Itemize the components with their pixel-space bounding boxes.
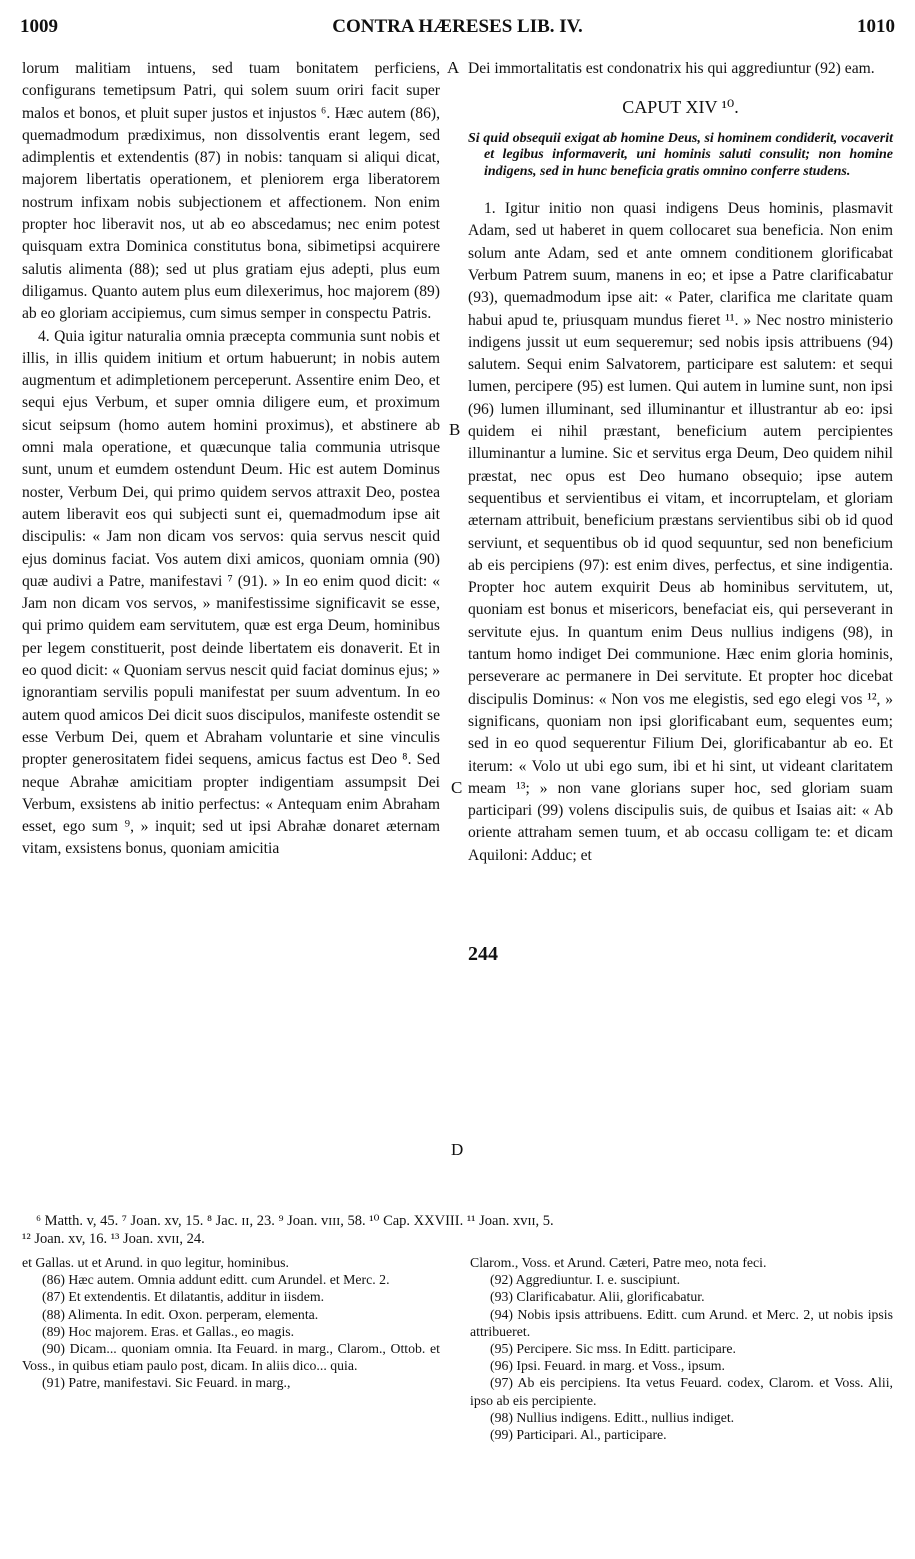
note-95: (95) Percipere. Sic mss. In Editt. participare. bbox=[490, 1341, 736, 1357]
note-88: (88) Alimenta. In edit. Oxon. perperam, elementa. bbox=[42, 1306, 319, 1322]
note-89: (89) Hoc majorem. Eras. et Gallas., eo magis. bbox=[42, 1323, 295, 1339]
right-top-text: Dei immortalitatis est condonatrix his qui aggrediuntur (92) eam. bbox=[468, 60, 875, 77]
note-99: (99) Participari. Al., participare. bbox=[490, 1427, 667, 1443]
running-header bbox=[20, 16, 895, 44]
note-94: (94) Nobis ipsis attribuens. Editt. cum Arund. et Merc. 2, ut nobis ipsis attribueret. bbox=[470, 1306, 893, 1339]
note-92: (92) Aggrediuntur. I. e. suscipiunt. bbox=[490, 1272, 681, 1288]
note-left-continuation: et Gallas. ut et Arund. in quo legitur, hominibus. bbox=[22, 1255, 289, 1270]
margin-letter-c: C bbox=[451, 778, 463, 797]
scripture-references-line-1: ⁶ Matth. v, 45. ⁷ Joan. xv, 15. ⁸ Jac. ɪɪ, 23. ⁹ Joan. vɪɪɪ, 58. ¹⁰ Cap. XXVIII. ¹¹ Joan. xvɪɪ, 5. bbox=[36, 1213, 554, 1229]
note-97: (97) Ab eis percipiens. Ita vetus Feuard. codex, Clarom. et Voss. Alii, ipso ab eis percipiente. bbox=[470, 1375, 893, 1408]
margin-letter-d: D bbox=[451, 1140, 464, 1159]
margin-letter-b: B bbox=[449, 420, 461, 439]
note-96: (96) Ipsi. Feuard. in marg. et Voss., ipsum. bbox=[490, 1358, 725, 1374]
chapter-title: CAPUT XIV ¹⁰. bbox=[622, 97, 739, 118]
page-number-right: 1010 bbox=[857, 16, 895, 37]
margin-page-number: 244 bbox=[468, 943, 498, 965]
right-paragraph-1: 1. Igitur initio non quasi indigens Deus hominis, plasmavit Adam, sed ut haberet in quem collocaret sua beneficia. Non enim solum ante Adam, sed et ante omnem conditionem glorificabat Verbum Patrem suum, manens in eo; et ipse a Patre clarificabatur (93), quemadmodum ipse ait: « Pater, clarifica me claritate quam habui apud te, priusquam mundus fieret ¹¹. » Nec nostro ministerio indigens jussit ut eum sequeremur; sed nobis ipsis attribuens (94) salutem. Sequi enim Salvatorem, participare est salutem: et sequi lumen, percipere (95) est lumen. Qui autem in lumine sunt, non ipsi (96) lumen illuminant, sed illuminantur et illustrantur ab eo: ipsi quidem ei nihil præstant, beneficium autem percipientes illuminantur a lumine. Sic et servitus erga Deum, Deo quidem nihil præstat, nec opus est Deo humano obsequio; ipse autem sequentibus et servientibus ei vitam, et incorruptelam, et gloriam æternam attribuit, beneficium præstans servientibus sibi ob id quod serviunt, et sequentibus ob id quod sequuntur, sed non beneficium ab eis percipiens (97): est enim dives, perfectus, et sine indigentia. Propter hoc autem exquirit Deus ab hominibus servitutem, ut, quoniam est bonus et misericors, benefaciat eis, qui perseverant in servitute ejus. In quantum enim Deus nullius indigens (98), in tantum homo indiget Dei communione. Hæc enim gloria hominis, perseverare ac permanere in Dei servitute. Et propter hoc dicebat discipulis Dominus: « Non vos me elegistis, sed ego elegi vos ¹², » significans, quoniam non ipsi glorificabant eum, sequentes eum; sed in eo quod sequerentur Filium Dei, glorificabantur ab eo. Et iterum: « Volo ut ubi ego sum, ibi et hi sint, ut videant claritatem meam ¹³; » non vane glorians super hoc, sed gloriam suam participari (99) volens discipulis suis, de quibus et Isaias ait: « Ab oriente attraham semen tuum, et ab occasu colligam te: et dicam Aquiloni: Adduc; et bbox=[468, 200, 893, 864]
left-paragraph-1: lorum malitiam intuens, sed tuam bonitatem perficiens, configurans temetipsum Patri, qui solem suum oriri facit super malos et bonos, et pluit super justos et injustos ⁶. Hæc autem (86), quemadmodum prædiximus, non dissolventis erant legem, sed adimplentis et extendentis (87) in nobis: tanquam si aliqui dicat, majorem libertatis operationem, et pleniorem erga liberatorem nostrum infixam nobis subjectionem et affectionem. Non enim propter hoc liberavit nos, ut ab eo abscedamus; nec enim potest quisquam extra Dominica constitutus bona, sibimetipsi acquirere salutis alimenta (88); sed ut plus gratiam ejus adepti, plus eum diligamus. Quanto autem plus eum dilexerimus, hoc majorem (89) ab eo gloriam accipiemus, cum simus semper in conspectu Patris. bbox=[22, 60, 440, 323]
left-paragraph-2: 4. Quia igitur naturalia omnia præcepta communia sunt nobis et illis, in illis quidem initium et ortum habuerunt; in nobis autem augmentum et adimpletionem perceperunt. Assentire enim Deo, et sequi ejus Verbum, et super omnia diligere eum, et proximum sicut seipsum (homo autem homini proximus), et abstinere ab omni mala operatione, et quæcunque talia communia utrisque sunt, unum et eumdem ostendunt Deum. Hic est autem Dominus noster, Verbum Dei, qui primo quidem servos attraxit Deo, postea autem liberavit eos qui subjecti sunt ei, quemadmodum ipse ait discipulis: « Jam non dicam vos servos: quia servus nescit quid ejus dominus faciat. Vos autem dixi amicos, quoniam omnia (90) quæ audivi a Patre, manifestavi ⁷ (91). » In eo enim quod dicit: « Jam non dicam vos servos, » manifestissime significavit se esse, qui primo quidem eam servitutem, quæ est erga Deum, hominibus per legem constituerit, post deinde libertatem eis donaverit. Et in eo quod dicit: « Quoniam servus nescit quid faciat dominus ejus; » ignorantiam servilis populi manifestat per suum adventum. In eo autem quod amicos Dei dicit suos discipulos, manifeste ostendit se esse Verbum Dei, quem et Abraham voluntarie et sine vinculis propter generositatem fidei sequens, amicus factus est Deo ⁸. Sed neque Abrahæ amicitiam propter indigentiam assumpsit Dei Verbum, exsistens ab initio perfectus: « Antequam enim Abraham esset, ego sum ⁹, » inquit; sed ut ipsi Abrahæ donaret æternam vitam, exsistens bonus, quoniam amicitia bbox=[22, 327, 440, 858]
right-column bbox=[468, 58, 893, 867]
running-title: CONTRA HÆRESES LIB. IV. bbox=[332, 16, 583, 37]
note-right-continuation: Clarom., Voss. et Arund. Cæteri, Patre meo, nota feci. bbox=[470, 1255, 767, 1270]
chapter-summary: Si quid obsequii exigat ab homine Deus, si hominem condiderit, vocaverit et legibus informaverit, uni hominis saluti consulit; non homine indigens, sed in hunc beneficia gratis omnino conferre studens. bbox=[468, 130, 893, 179]
notes-left bbox=[22, 1254, 440, 1392]
note-87: (87) Et extendentis. Et dilatantis, additur in iisdem. bbox=[42, 1289, 325, 1305]
notes-right bbox=[470, 1254, 893, 1443]
note-91: (91) Patre, manifestavi. Sic Feuard. in marg., bbox=[42, 1375, 291, 1391]
note-90: (90) Dicam... quoniam omnia. Ita Feuard. in marg., Clarom., Ottob. et Voss., in quibus etiam paulo post, dicam. In aliis dico... quia. bbox=[22, 1341, 440, 1374]
note-98: (98) Nullius indigens. Editt., nullius indiget. bbox=[490, 1409, 735, 1425]
page-number-left: 1009 bbox=[20, 16, 58, 37]
margin-letter-a: A bbox=[447, 58, 460, 77]
left-column bbox=[22, 58, 440, 861]
scripture-references-line-2: ¹² Joan. xv, 16. ¹³ Joan. xvɪɪ, 24. bbox=[22, 1231, 205, 1247]
note-93: (93) Clarificabatur. Alii, glorificabatur. bbox=[490, 1289, 705, 1305]
note-86: (86) Hæc autem. Omnia addunt editt. cum Arundel. et Merc. 2. bbox=[42, 1272, 390, 1288]
